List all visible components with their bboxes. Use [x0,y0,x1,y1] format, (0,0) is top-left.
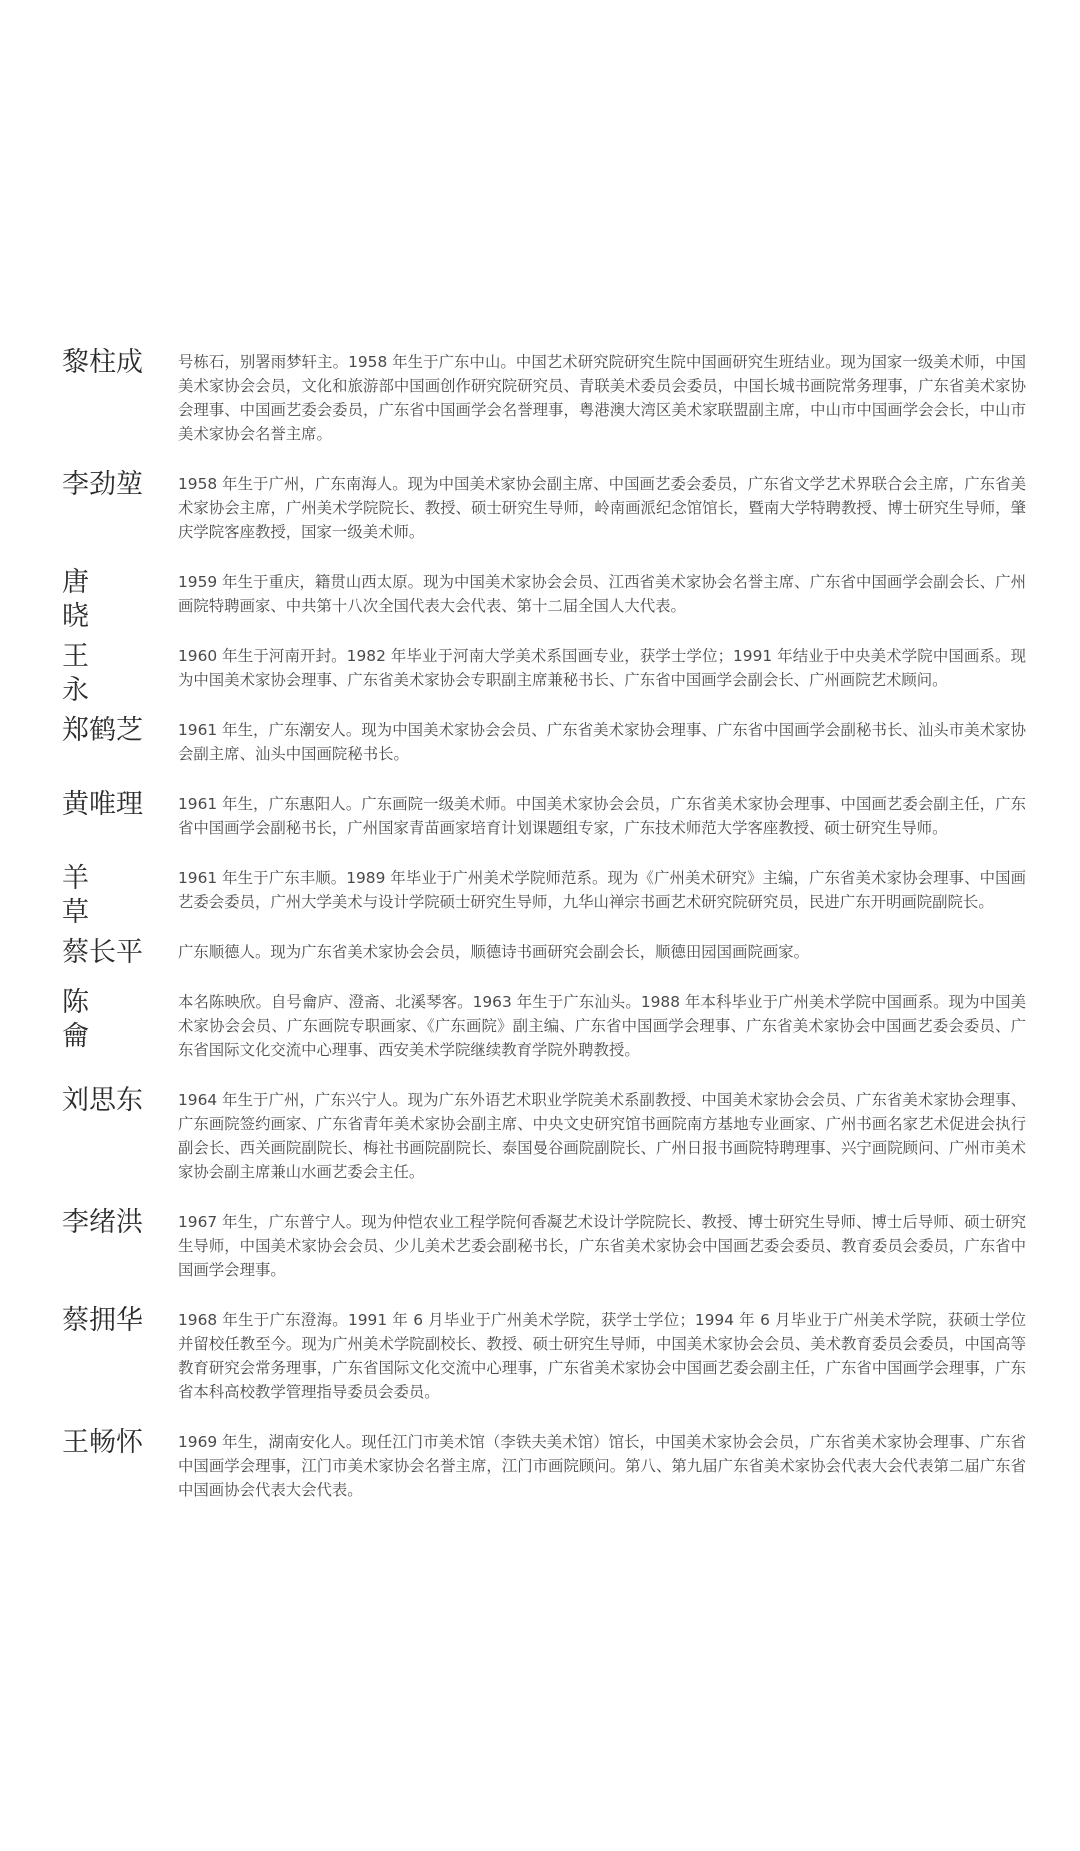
list-item [0,1085,1080,1184]
artist-name: 唐晓 [62,567,123,632]
artist-bio: 1961 年生，广东潮安人。现为中国美术家协会会员、广东省美术家协会理事、广东省中国画学会副秘书长、汕头市美术家协会副主席、汕头中国画院秘书长。 [178,721,1026,763]
list-item [0,937,1080,968]
artist-bio: 广东顺德人。现为广东省美术家协会会员，顺德诗书画研究会副会长，顺德田园国画院画家。 [178,943,810,961]
list-item [0,1207,1080,1282]
artist-name: 羊草 [62,863,123,928]
artist-bio: 1969 年生，湖南安化人。现任江门市美术馆（李铁夫美术馆）馆长，中国美术家协会会员，广东省美术家协会理事、广东省中国画学会理事，江门市美术家协会名誉主席，江门市画院顾问。第八、第九届广东省美术家协会代表大会代表第二届广东省中国画协会代表大会代表。 [178,1433,1026,1499]
list-item [0,347,1080,446]
list-item [0,1427,1080,1502]
list-item [0,987,1080,1062]
artist-name: 蔡长平 [62,937,143,968]
artist-bio: 1959 年生于重庆，籍贯山西太原。现为中国美术家协会会员、江西省美术家协会名誉主席、广东省中国画学会副会长、广州画院特聘画家、中共第十八次全国代表大会代表、第十二届全国人大代表。 [178,573,1026,615]
list-item [0,789,1080,840]
artist-name: 李劲堃 [62,469,143,500]
artist-bio: 1960 年生于河南开封。1982 年毕业于河南大学美术系国画专业，获学士学位；1991 年结业于中央美术学院中国画系。现为中国美术家协会理事、广东省美术家协会专职副主席兼秘书长、广东省中国画学会副会长、广州画院艺术顾问。 [178,647,1026,689]
artist-name: 王畅怀 [62,1427,143,1458]
artist-list [0,347,1080,1528]
artist-name: 李绪洪 [62,1207,143,1238]
artist-bio: 1958 年生于广州，广东南海人。现为中国美术家协会副主席、中国画艺委会委员，广东省文学艺术界联合会主席，广东省美术家协会主席，广州美术学院院长、教授、硕士研究生导师，岭南画派纪念馆馆长，暨南大学特聘教授、博士研究生导师，肇庆学院客座教授，国家一级美术师。 [178,475,1026,541]
artist-bio: 本名陈映欣。自号龠庐、澄斋、北溪琴客。1963 年生于广东汕头。1988 年本科毕业于广州美术学院中国画系。现为中国美术家协会会员、广东画院专职画家、《广东画院》副主编、广东省中国画学会理事、广东省美术家协会中国画艺委会委员、广东省国际文化交流中心理事、西安美术学院继续教育学院外聘教授。 [178,993,1026,1059]
artist-name: 王永 [62,641,123,706]
list-item [0,641,1080,706]
artist-name: 陈龠 [62,987,123,1052]
artist-name: 郑鹤芝 [62,715,143,746]
artist-bio: 号栋石，别署雨梦轩主。1958 年生于广东中山。中国艺术研究院研究生院中国画研究生班结业。现为国家一级美术师，中国美术家协会会员，文化和旅游部中国画创作研究院研究员、青联美术委员会委员，中国长城书画院常务理事，广东省美术家协会理事、中国画艺委会委员，广东省中国画学会名誉理事，粤港澳大湾区美术家联盟副主席，中山市中国画学会会长，中山市美术家协会名誉主席。 [178,353,1026,443]
artist-name: 黎柱成 [62,347,143,378]
list-item [0,469,1080,544]
artist-bio: 1967 年生，广东普宁人。现为仲恺农业工程学院何香凝艺术设计学院院长、教授、博士研究生导师、博士后导师、硕士研究生导师，中国美术家协会会员、少儿美术艺委会副秘书长，广东省美术家协会中国画艺委会委员、教育委员会委员，广东省中国画学会理事。 [178,1213,1026,1279]
artist-bio: 1964 年生于广州，广东兴宁人。现为广东外语艺术职业学院美术系副教授、中国美术家协会会员、广东省美术家协会理事、广东画院签约画家、广东省青年美术家协会副主席、中央文史研究馆书画院南方基地专业画家、广州书画名家艺术促进会执行副会长、西关画院副院长、梅社书画院副院长、泰国曼谷画院副院长、广州日报书画院特聘理事、兴宁画院顾问、广州市美术家协会副主席兼山水画艺委会主任。 [178,1091,1026,1181]
list-item [0,863,1080,928]
artist-name: 蔡拥华 [62,1305,143,1336]
artist-bio: 1968 年生于广东澄海。1991 年 6 月毕业于广州美术学院，获学士学位；1994 年 6 月毕业于广州美术学院，获硕士学位并留校任教至今。现为广州美术学院副校长、教授、硕士研究生导师，中国美术家协会会员、美术教育委员会委员，中国高等教育研究会常务理事，广东省国际文化交流中心理事，广东省美术家协会中国画艺委会副主任，广东省中国画学会理事，广东省本科高校教学管理指导委员会委员。 [178,1311,1026,1401]
list-item [0,715,1080,766]
artist-bio: 1961 年生，广东惠阳人。广东画院一级美术师。中国美术家协会会员，广东省美术家协会理事、中国画艺委会副主任，广东省中国画学会副秘书长，广州国家青苗画家培育计划课题组专家，广东技术师范大学客座教授、硕士研究生导师。 [178,795,1026,837]
artist-name: 黄唯理 [62,789,143,820]
artist-bio: 1961 年生于广东丰顺。1989 年毕业于广州美术学院师范系。现为《广州美术研究》主编，广东省美术家协会理事、中国画艺委会委员，广州大学美术与设计学院硕士研究生导师，九华山禅宗书画艺术研究院研究员，民进广东开明画院副院长。 [178,869,1026,911]
artist-name: 刘思东 [62,1085,143,1116]
list-item [0,567,1080,632]
list-item [0,1305,1080,1404]
